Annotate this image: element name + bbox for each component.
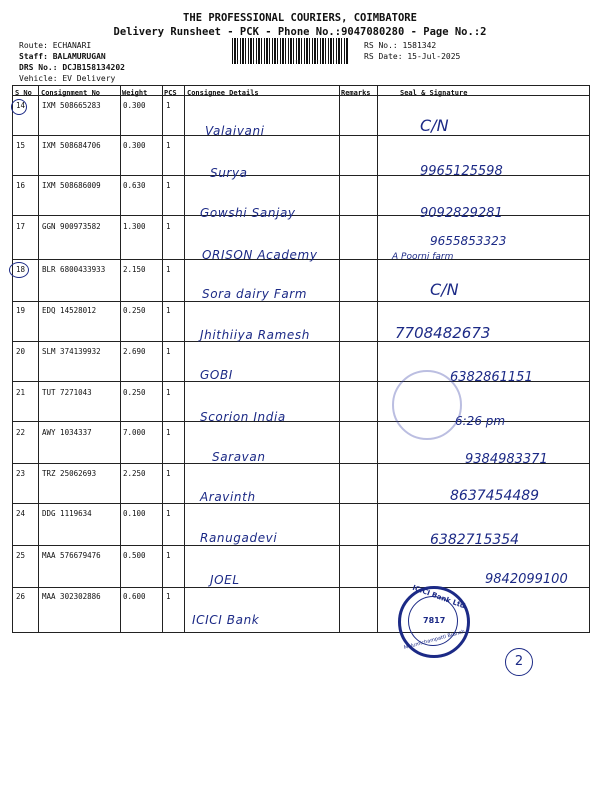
handwritten-note: A Poorni farm (392, 252, 454, 262)
col-pcs: PCS (164, 89, 177, 97)
handwritten-consignee: Jhithiiya Ramesh (200, 328, 310, 342)
col-sno: S No (15, 89, 32, 97)
col-consignee: Consignee Details (187, 89, 259, 97)
row-consignment: AWY 1034337 (42, 428, 92, 437)
row-pcs: 1 (166, 101, 171, 110)
row-weight: 2.690 (123, 347, 146, 356)
row-consignment: TRZ 25062693 (42, 469, 97, 478)
handwritten-signature: 6:26 pm (455, 414, 506, 428)
row-weight: 0.300 (123, 101, 146, 110)
row-sno: 19 (16, 306, 26, 315)
row-consignment: MAA 576679476 (42, 551, 101, 560)
rs-number: RS No.: 1581342 (364, 41, 437, 50)
circled-mark (11, 99, 27, 115)
handwritten-consignee: Valaivani (205, 124, 265, 138)
row-pcs: 1 (166, 181, 171, 190)
seal-branch: Malumichampatti Branch (403, 628, 466, 652)
row-sno: 26 (16, 592, 26, 601)
row-consignment: EDQ 14528012 (42, 306, 97, 315)
row-pcs: 1 (166, 306, 171, 315)
row-sno: 14 (16, 101, 26, 110)
row-sno: 17 (16, 222, 26, 231)
row-sno: 25 (16, 551, 26, 560)
row-pcs: 1 (166, 428, 171, 437)
page-mark: 2 (505, 648, 533, 676)
handwritten-consignee: Surya (210, 166, 248, 180)
row-sno: 15 (16, 141, 26, 150)
row-consignment: MAA 302302886 (42, 592, 101, 601)
bank-seal (398, 583, 470, 658)
circled-mark (9, 262, 29, 278)
row-weight: 1.300 (123, 222, 146, 231)
row-weight: 0.250 (123, 388, 146, 397)
row-weight: 0.600 (123, 592, 146, 601)
row-weight: 2.150 (123, 265, 146, 274)
row-pcs: 1 (166, 592, 171, 601)
handwritten-consignee: Sora dairy Farm (202, 287, 308, 301)
row-pcs: 1 (166, 222, 171, 231)
row-sno: 24 (16, 509, 26, 518)
row-weight: 0.250 (123, 306, 146, 315)
handwritten-consignee: ORISON Academy (202, 248, 318, 262)
row-sno: 18 (16, 265, 26, 274)
handwritten-signature: 8637454489 (450, 488, 540, 504)
row-consignment: IXM 508686009 (42, 181, 101, 190)
row-weight: 2.250 (123, 469, 146, 478)
row-weight: 0.300 (123, 141, 146, 150)
row-weight: 0.100 (123, 509, 146, 518)
runsheet-subtitle: Delivery Runsheet - PCK - Phone No.:9047080280 - Page No.:2 (113, 26, 487, 38)
company-title: THE PROFESSIONAL COURIERS, COIMBATORE (183, 12, 417, 24)
seal-number: 7817 (423, 616, 446, 625)
row-consignment: SLM 374139932 (42, 347, 101, 356)
row-pcs: 1 (166, 141, 171, 150)
handwritten-consignee: ICICI Bank (192, 613, 260, 627)
handwritten-signature: 7708482673 (395, 324, 491, 342)
row-pcs: 1 (166, 551, 171, 560)
row-pcs: 1 (166, 265, 171, 274)
handwritten-signature: 9655853323 (430, 234, 507, 248)
handwritten-consignee: Scorion India (200, 410, 286, 424)
row-sno: 22 (16, 428, 26, 437)
vehicle-label: Vehicle: EV Delivery (19, 74, 116, 83)
handwritten-consignee: GOBI (200, 368, 233, 382)
handwritten-signature: 6382715354 (430, 532, 520, 548)
handwritten-signature: 9965125598 (420, 164, 503, 179)
row-weight: 0.630 (123, 181, 146, 190)
row-sno: 21 (16, 388, 26, 397)
rs-date: RS Date: 15-Jul-2025 (364, 52, 461, 61)
staff-label: Staff: BALAMURUGAN (19, 52, 106, 61)
handwritten-consignee: Gowshi Sanjay (200, 206, 296, 220)
row-sno: 20 (16, 347, 26, 356)
handwritten-signature: 6382861151 (450, 370, 533, 385)
handwritten-signature: C/N (420, 116, 449, 135)
handwritten-consignee: Ranugadevi (200, 531, 278, 545)
handwritten-signature: 9092829281 (420, 206, 503, 221)
row-pcs: 1 (166, 509, 171, 518)
seal-text: ICICI Bank Ltd (411, 583, 467, 611)
handwritten-signature: 9842099100 (485, 572, 568, 587)
row-consignment: TUT 7271043 (42, 388, 92, 397)
row-consignment: DDG 1119634 (42, 509, 92, 518)
drs-number: DRS No.: DCJB158134202 (19, 63, 125, 72)
delivery-stamp (392, 370, 462, 440)
handwritten-consignee: Saravan (212, 450, 266, 464)
row-weight: 0.500 (123, 551, 146, 560)
col-weight: Weight (122, 89, 148, 97)
route-label: Route: ECHANARI (19, 41, 92, 50)
col-remarks: Remarks (341, 89, 371, 97)
handwritten-consignee: Aravinth (200, 490, 256, 504)
barcode (232, 38, 348, 64)
handwritten-signature: 9384983371 (465, 452, 548, 467)
row-pcs: 1 (166, 347, 171, 356)
row-pcs: 1 (166, 469, 171, 478)
row-weight: 7.000 (123, 428, 146, 437)
row-consignment: BLR 6800433933 (42, 265, 106, 274)
handwritten-consignee: JOEL (210, 573, 240, 587)
row-consignment: GGN 900973582 (42, 222, 101, 231)
row-pcs: 1 (166, 388, 171, 397)
col-seal-signature: Seal & Signature (400, 89, 468, 97)
row-consignment: IXM 508684706 (42, 141, 101, 150)
row-sno: 23 (16, 469, 26, 478)
col-consignment: Consignment No (41, 89, 101, 97)
row-consignment: IXM 508665283 (42, 101, 101, 110)
handwritten-signature: C/N (430, 280, 459, 299)
row-sno: 16 (16, 181, 26, 190)
